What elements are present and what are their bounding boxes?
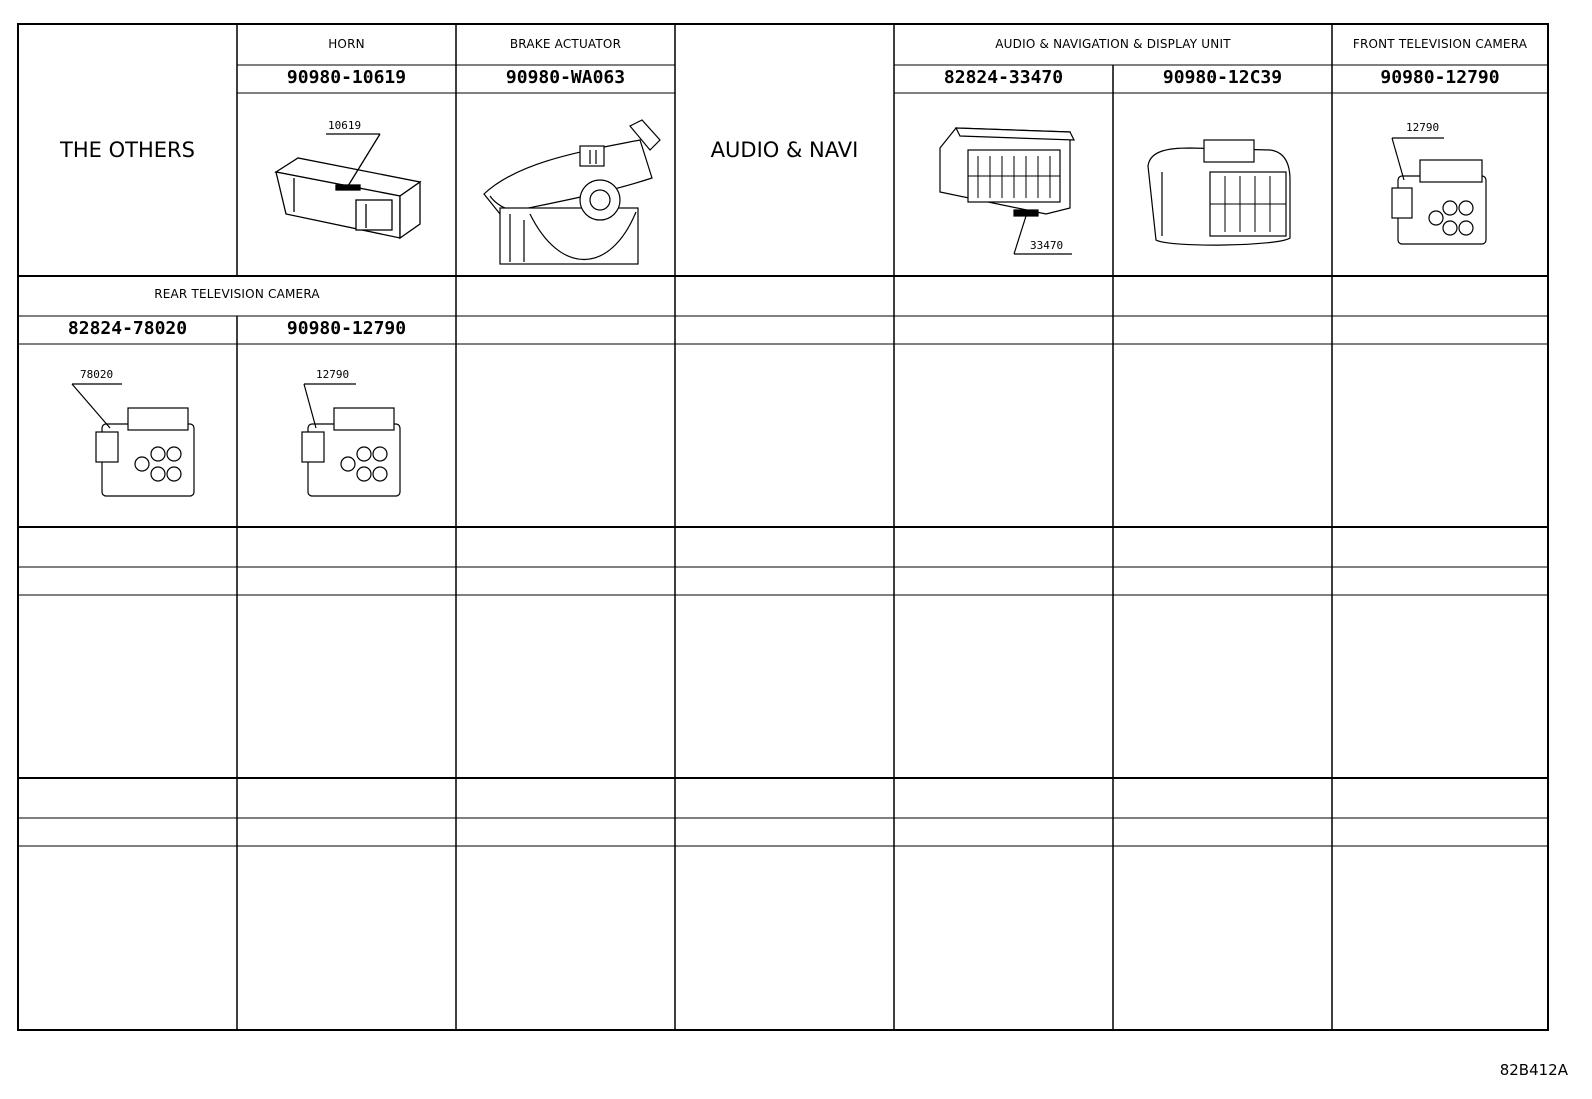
rear-camera-callout-b: 12790 [316, 368, 350, 381]
front-camera-label: FRONT TELEVISION CAMERA [1352, 37, 1528, 51]
audio-nav-part-number-b: 90980-12C39 [1162, 67, 1283, 88]
horn-label: HORN [328, 37, 365, 51]
audio-nav-connector-a-icon [940, 128, 1074, 254]
front-camera-part-number: 90980-12790 [1380, 67, 1500, 88]
brake-actuator-connector-icon [484, 120, 660, 264]
rear-camera-part-number-b: 90980-12790 [286, 318, 407, 339]
sheet-id: 82B412A [1499, 1061, 1568, 1079]
audio-nav-callout-a: 33470 [1030, 239, 1064, 252]
audio-nav-part-number-a: 82824-33470 [943, 67, 1064, 88]
rear-camera-label: REAR TELEVISION CAMERA [154, 287, 320, 301]
horn-part-number: 90980-10619 [286, 67, 407, 88]
audio-nav-connector-b-icon [1148, 140, 1290, 245]
rear-camera-part-number-a: 82824-78020 [67, 318, 188, 339]
audio-nav-display-label: AUDIO & NAVIGATION & DISPLAY UNIT [995, 37, 1231, 51]
front-camera-callout: 12790 [1406, 121, 1440, 134]
brake-actuator-label: BRAKE ACTUATOR [509, 37, 622, 51]
rear-camera-callout-a: 78020 [80, 368, 114, 381]
brake-actuator-part-number: 90980-WA063 [505, 67, 626, 88]
front-camera-connector-icon [1392, 121, 1486, 244]
horn-connector-icon [276, 119, 420, 238]
section-title-the-others: THE OTHERS [60, 138, 195, 162]
rear-camera-connector-b-icon [302, 368, 400, 496]
horn-callout: 10619 [328, 119, 362, 132]
audio-navi-title: AUDIO & NAVI [710, 138, 859, 162]
rear-camera-connector-a-icon [72, 368, 194, 496]
